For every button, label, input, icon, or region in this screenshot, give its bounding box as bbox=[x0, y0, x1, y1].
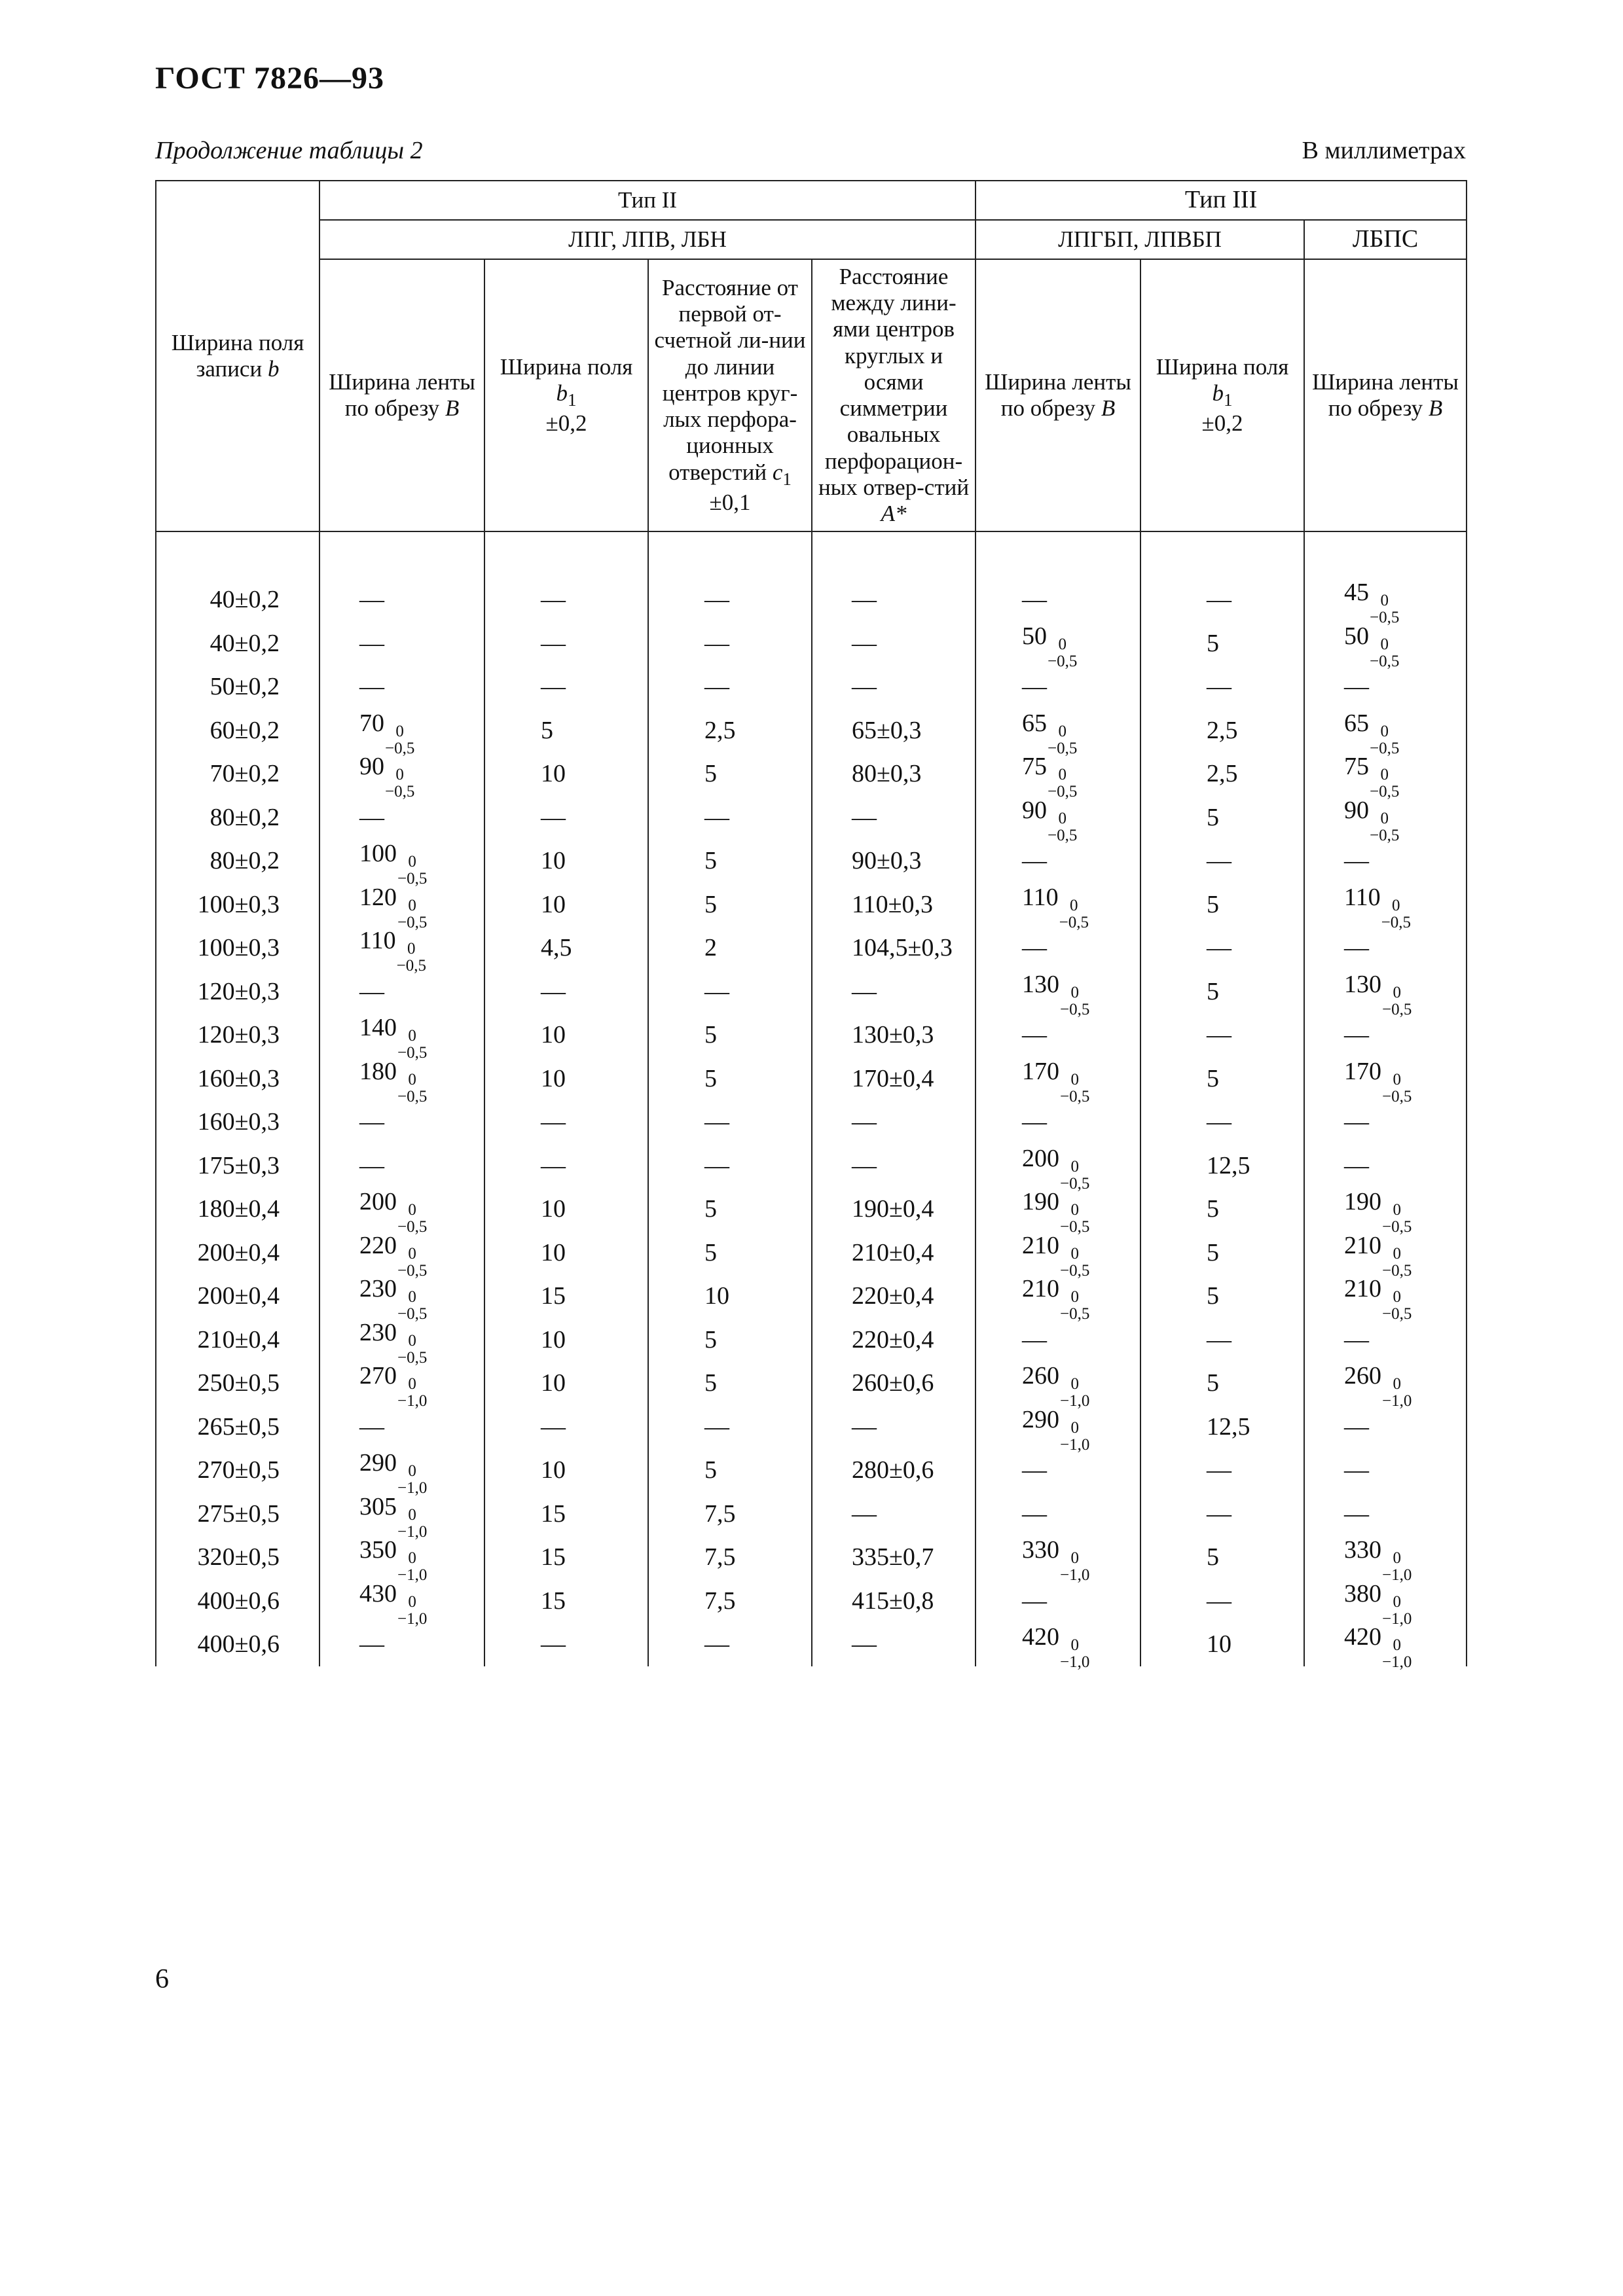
header-distance-a: Расстояние между лини-ями центров круглых и осями симметрии овальных перфорацион-ных отвер-стий A* bbox=[812, 259, 976, 531]
table-cell bbox=[1304, 796, 1467, 844]
table-cell: 10 bbox=[484, 883, 648, 927]
table-cell: — bbox=[976, 1579, 1140, 1623]
table-cell: — bbox=[1304, 1448, 1467, 1492]
table-cell: 320±0,5 bbox=[156, 1535, 319, 1579]
toleranced-value: 200 0 −0,5 bbox=[1022, 1144, 1090, 1193]
table-cell: — bbox=[319, 1144, 484, 1188]
table-cell: 5 bbox=[1140, 1057, 1304, 1101]
toleranced-value: 260 0 −1,0 bbox=[1344, 1362, 1412, 1410]
table-cell: — bbox=[976, 578, 1140, 622]
table-cell bbox=[1304, 709, 1467, 757]
table-cell: — bbox=[484, 1623, 648, 1666]
table-cell: — bbox=[812, 1623, 976, 1666]
table-cell: 110±0,3 bbox=[812, 883, 976, 927]
table-row bbox=[156, 1187, 1467, 1231]
table-cell: 70±0,2 bbox=[156, 752, 319, 796]
table-cell bbox=[319, 926, 484, 975]
toleranced-value: 430 0 −1,0 bbox=[359, 1579, 428, 1628]
toleranced-value: 210 0 −0,5 bbox=[1344, 1275, 1412, 1323]
table-cell: — bbox=[648, 796, 812, 840]
table-cell bbox=[319, 883, 484, 931]
table-cell: — bbox=[1140, 1318, 1304, 1362]
table-cell: — bbox=[484, 970, 648, 1014]
table-cell: 200±0,4 bbox=[156, 1274, 319, 1318]
table-cell: — bbox=[1304, 1318, 1467, 1362]
table-row bbox=[156, 665, 1467, 709]
table-spacer-row bbox=[156, 531, 1467, 578]
table-cell: 5 bbox=[648, 883, 812, 927]
table-cell: — bbox=[1140, 1100, 1304, 1144]
table-cell: 15 bbox=[484, 1274, 648, 1318]
table-cell: — bbox=[1304, 1100, 1467, 1144]
table-cell: 5 bbox=[1140, 970, 1304, 1014]
table-cell: 130±0,3 bbox=[812, 1013, 976, 1057]
table-cell: — bbox=[484, 1100, 648, 1144]
table-cell: — bbox=[1140, 578, 1304, 622]
table-cell: 5 bbox=[648, 1361, 812, 1405]
table-cell bbox=[1304, 1535, 1467, 1585]
toleranced-value: 50 0 −0,5 bbox=[1022, 622, 1078, 670]
table-cell: — bbox=[976, 839, 1140, 883]
table-cell: — bbox=[648, 1405, 812, 1449]
table-cell: 5 bbox=[484, 709, 648, 753]
table-cell: 170±0,4 bbox=[812, 1057, 976, 1101]
table-row bbox=[156, 1405, 1467, 1449]
toleranced-value: 210 0 −0,5 bbox=[1344, 1231, 1412, 1280]
table-cell: — bbox=[484, 796, 648, 840]
table-cell: — bbox=[976, 1013, 1140, 1057]
toleranced-value: 110 0 −0,5 bbox=[1344, 883, 1411, 931]
table-cell bbox=[1304, 1579, 1467, 1628]
toleranced-value: 45 0 −0,5 bbox=[1344, 579, 1400, 627]
table-cell bbox=[319, 1274, 484, 1323]
table-cell: 2,5 bbox=[648, 709, 812, 753]
table-cell: — bbox=[484, 665, 648, 709]
table-cell: 180±0,4 bbox=[156, 1187, 319, 1231]
table-row bbox=[156, 1274, 1467, 1318]
table-row bbox=[156, 796, 1467, 840]
table-row bbox=[156, 1623, 1467, 1666]
table-cell: — bbox=[1140, 1448, 1304, 1492]
table-cell bbox=[319, 1013, 484, 1062]
table-cell: 210±0,4 bbox=[812, 1231, 976, 1275]
table-cell: 10 bbox=[484, 839, 648, 883]
table-cell bbox=[1304, 970, 1467, 1018]
table-cell bbox=[976, 1623, 1140, 1672]
table-cell: — bbox=[976, 1448, 1140, 1492]
table-cell: — bbox=[812, 796, 976, 840]
toleranced-value: 350 0 −1,0 bbox=[359, 1536, 428, 1585]
toleranced-value: 210 0 −0,5 bbox=[1022, 1275, 1090, 1323]
table-cell: 120±0,3 bbox=[156, 970, 319, 1014]
table-cell bbox=[976, 970, 1140, 1018]
toleranced-value: 200 0 −0,5 bbox=[359, 1188, 428, 1236]
table-cell: 10 bbox=[484, 1013, 648, 1057]
toleranced-value: 270 0 −1,0 bbox=[359, 1362, 428, 1410]
table-cell: 335±0,7 bbox=[812, 1535, 976, 1579]
table-cell: 5 bbox=[648, 1057, 812, 1101]
table-cell: — bbox=[812, 1144, 976, 1188]
table-cell: 210±0,4 bbox=[156, 1318, 319, 1362]
table-cell: — bbox=[812, 1100, 976, 1144]
table-cell: — bbox=[648, 622, 812, 666]
toleranced-value: 110 0 −0,5 bbox=[1022, 883, 1089, 931]
toleranced-value: 110 0 −0,5 bbox=[359, 927, 426, 975]
table-cell: — bbox=[812, 970, 976, 1014]
table-cell bbox=[319, 752, 484, 801]
table-cell: — bbox=[319, 970, 484, 1014]
table-cell: — bbox=[976, 665, 1140, 709]
table-cell bbox=[1304, 622, 1467, 670]
table-cell: — bbox=[1304, 1492, 1467, 1536]
table-row bbox=[156, 1579, 1467, 1623]
table-cell: 2,5 bbox=[1140, 752, 1304, 796]
table-cell: 10 bbox=[484, 752, 648, 796]
table-cell: 5 bbox=[1140, 883, 1304, 927]
table-cell: 220±0,4 bbox=[812, 1318, 976, 1362]
table-cell: 12,5 bbox=[1140, 1144, 1304, 1188]
toleranced-value: 420 0 −1,0 bbox=[1022, 1623, 1090, 1672]
table-cell bbox=[976, 1535, 1140, 1585]
table-cell: 10 bbox=[484, 1318, 648, 1362]
table-cell: — bbox=[1140, 665, 1304, 709]
table-row bbox=[156, 1448, 1467, 1492]
toleranced-value: 75 0 −0,5 bbox=[1344, 753, 1400, 801]
table-cell bbox=[319, 1057, 484, 1105]
table-cell: 5 bbox=[1140, 1231, 1304, 1275]
table-cell bbox=[319, 1492, 484, 1541]
table-cell: — bbox=[1140, 839, 1304, 883]
table-row bbox=[156, 1492, 1467, 1536]
table-row bbox=[156, 709, 1467, 753]
table-cell: — bbox=[648, 578, 812, 622]
toleranced-value: 190 0 −0,5 bbox=[1344, 1188, 1412, 1236]
table-cell: — bbox=[812, 1492, 976, 1536]
table-row bbox=[156, 1144, 1467, 1188]
table-cell bbox=[976, 883, 1140, 931]
table-cell: 5 bbox=[648, 1448, 812, 1492]
table-cell: 5 bbox=[1140, 796, 1304, 840]
table-cell: 4,5 bbox=[484, 926, 648, 970]
table-cell: 265±0,5 bbox=[156, 1405, 319, 1449]
units-label: В миллиметрах bbox=[1302, 137, 1466, 164]
table-cell: 270±0,5 bbox=[156, 1448, 319, 1492]
table-cell: — bbox=[484, 622, 648, 666]
table-continuation-label: Продолжение таблицы 2 bbox=[155, 137, 423, 164]
toleranced-value: 170 0 −0,5 bbox=[1344, 1057, 1412, 1105]
table-cell: 280±0,6 bbox=[812, 1448, 976, 1492]
document-title: ГОСТ 7826—93 bbox=[155, 61, 384, 96]
header-type-iii: Тип III bbox=[976, 181, 1467, 220]
toleranced-value: 90 0 −0,5 bbox=[1022, 796, 1078, 844]
table-cell: 5 bbox=[1140, 1361, 1304, 1405]
table-cell: — bbox=[1140, 1492, 1304, 1536]
table-cell bbox=[319, 1448, 484, 1498]
toleranced-value: 210 0 −0,5 bbox=[1022, 1231, 1090, 1280]
table-cell: 2,5 bbox=[1140, 709, 1304, 753]
header-tape-width-type3: Ширина ленты по обрезу B bbox=[976, 259, 1140, 531]
table-cell: 80±0,2 bbox=[156, 796, 319, 840]
toleranced-value: 65 0 −0,5 bbox=[1022, 709, 1078, 757]
table-cell: — bbox=[976, 1318, 1140, 1362]
toleranced-value: 220 0 −0,5 bbox=[359, 1231, 428, 1280]
header-field-b1-type2: Ширина поля $b_1$ ±0,2 bbox=[484, 259, 648, 531]
table-cell bbox=[319, 1318, 484, 1367]
toleranced-value: 100 0 −0,5 bbox=[359, 840, 428, 888]
table-cell: — bbox=[484, 1144, 648, 1188]
table-cell: 100±0,3 bbox=[156, 926, 319, 970]
header-field-width: Ширина поля записи b bbox=[156, 181, 319, 531]
table-cell: — bbox=[976, 1492, 1140, 1536]
table-cell: — bbox=[1304, 665, 1467, 709]
toleranced-value: 50 0 −0,5 bbox=[1344, 622, 1400, 670]
table-row bbox=[156, 1057, 1467, 1101]
table-cell: — bbox=[812, 622, 976, 666]
toleranced-value: 130 0 −0,5 bbox=[1022, 970, 1090, 1018]
table-cell: 400±0,6 bbox=[156, 1623, 319, 1666]
table-cell: 7,5 bbox=[648, 1579, 812, 1623]
table-cell: 7,5 bbox=[648, 1492, 812, 1536]
table-cell: — bbox=[319, 1100, 484, 1144]
table-cell bbox=[319, 1361, 484, 1410]
table-cell: 415±0,8 bbox=[812, 1579, 976, 1623]
table-cell bbox=[319, 1579, 484, 1628]
table-cell: 10 bbox=[484, 1361, 648, 1405]
table-cell bbox=[319, 839, 484, 888]
table-cell: — bbox=[319, 1405, 484, 1449]
table-cell: 260±0,6 bbox=[812, 1361, 976, 1405]
table-cell: 100±0,3 bbox=[156, 883, 319, 927]
toleranced-value: 230 0 −0,5 bbox=[359, 1318, 428, 1367]
table-cell: 5 bbox=[648, 839, 812, 883]
table-cell bbox=[976, 796, 1140, 844]
header-distance-c1: Расстояние от первой от-счетной ли-нии до линии центров круг-лых перфора-ционных отверстий $c_1$ ±0,1 bbox=[648, 259, 812, 531]
table-cell: 15 bbox=[484, 1579, 648, 1623]
table-cell: — bbox=[812, 665, 976, 709]
table-row bbox=[156, 970, 1467, 1014]
table-cell: — bbox=[648, 1100, 812, 1144]
table-row bbox=[156, 883, 1467, 927]
table-cell: 160±0,3 bbox=[156, 1100, 319, 1144]
table-row bbox=[156, 752, 1467, 796]
toleranced-value: 120 0 −0,5 bbox=[359, 883, 428, 931]
table-row bbox=[156, 1535, 1467, 1579]
table-cell: — bbox=[1304, 926, 1467, 970]
toleranced-value: 190 0 −0,5 bbox=[1022, 1188, 1090, 1236]
toleranced-value: 65 0 −0,5 bbox=[1344, 709, 1400, 757]
table-cell: 200±0,4 bbox=[156, 1231, 319, 1275]
toleranced-value: 140 0 −0,5 bbox=[359, 1014, 428, 1062]
table-cell: — bbox=[1140, 1013, 1304, 1057]
toleranced-value: 75 0 −0,5 bbox=[1022, 753, 1078, 801]
header-group-lpg: ЛПГ, ЛПВ, ЛБН bbox=[319, 220, 976, 259]
toleranced-value: 90 0 −0,5 bbox=[359, 753, 415, 801]
table-cell: 15 bbox=[484, 1535, 648, 1579]
table-cell: — bbox=[319, 1623, 484, 1666]
table-cell: — bbox=[648, 1144, 812, 1188]
toleranced-value: 290 0 −1,0 bbox=[1022, 1405, 1090, 1454]
table-cell: 5 bbox=[1140, 622, 1304, 666]
table-row bbox=[156, 1013, 1467, 1057]
table-cell: — bbox=[1304, 1405, 1467, 1449]
table-cell: 5 bbox=[1140, 1187, 1304, 1231]
table-cell: — bbox=[648, 1623, 812, 1666]
table-cell: 5 bbox=[1140, 1274, 1304, 1318]
table-cell: — bbox=[319, 665, 484, 709]
table-cell: 104,5±0,3 bbox=[812, 926, 976, 970]
table-cell: — bbox=[484, 578, 648, 622]
table-row bbox=[156, 1318, 1467, 1362]
table-cell: 12,5 bbox=[1140, 1405, 1304, 1449]
table-cell: 10 bbox=[1140, 1623, 1304, 1666]
table-cell: 15 bbox=[484, 1492, 648, 1536]
table-cell: 250±0,5 bbox=[156, 1361, 319, 1405]
table-cell: 5 bbox=[648, 1231, 812, 1275]
table-cell: — bbox=[1304, 1144, 1467, 1188]
table-row bbox=[156, 1361, 1467, 1405]
toleranced-value: 290 0 −1,0 bbox=[359, 1449, 428, 1498]
toleranced-value: 330 0 −1,0 bbox=[1022, 1536, 1090, 1585]
table-cell bbox=[319, 1231, 484, 1280]
table-cell bbox=[319, 1187, 484, 1236]
table-cell: — bbox=[812, 1405, 976, 1449]
table-cell: 60±0,2 bbox=[156, 709, 319, 753]
header-field-b1-type3: Ширина поля $b_1$ ±0,2 bbox=[1140, 259, 1304, 531]
table-cell: 40±0,2 bbox=[156, 578, 319, 622]
toleranced-value: 260 0 −1,0 bbox=[1022, 1362, 1090, 1410]
table-cell: 5 bbox=[648, 1318, 812, 1362]
table-cell: 80±0,2 bbox=[156, 839, 319, 883]
table-cell: 175±0,3 bbox=[156, 1144, 319, 1188]
toleranced-value: 420 0 −1,0 bbox=[1344, 1623, 1412, 1672]
table-cell: — bbox=[319, 796, 484, 840]
table-cell: 7,5 bbox=[648, 1535, 812, 1579]
table-cell bbox=[976, 1361, 1140, 1410]
toleranced-value: 305 0 −1,0 bbox=[359, 1492, 428, 1541]
header-group-lbps: ЛБПС bbox=[1304, 220, 1467, 259]
table-cell bbox=[976, 1187, 1140, 1236]
table-cell bbox=[1304, 1231, 1467, 1280]
table-cell bbox=[976, 622, 1140, 670]
table-cell bbox=[319, 1535, 484, 1585]
table-cell bbox=[976, 1274, 1140, 1323]
dimensions-table bbox=[155, 180, 1467, 1672]
table-cell: — bbox=[1304, 839, 1467, 883]
table-cell: — bbox=[319, 578, 484, 622]
table-cell: — bbox=[1304, 1013, 1467, 1057]
table-cell bbox=[976, 709, 1140, 757]
table-cell: — bbox=[976, 926, 1140, 970]
table-cell: 275±0,5 bbox=[156, 1492, 319, 1536]
table-cell bbox=[1304, 883, 1467, 931]
table-cell bbox=[976, 1405, 1140, 1454]
table-cell bbox=[1304, 752, 1467, 801]
table-cell: 10 bbox=[484, 1231, 648, 1275]
table-cell: 5 bbox=[648, 1013, 812, 1057]
table-cell: 90±0,3 bbox=[812, 839, 976, 883]
table-cell: 10 bbox=[484, 1057, 648, 1101]
table-cell: — bbox=[648, 970, 812, 1014]
table-cell: 120±0,3 bbox=[156, 1013, 319, 1057]
table-cell bbox=[1304, 1361, 1467, 1410]
header-tape-width-type2: Ширина ленты по обрезу B bbox=[319, 259, 484, 531]
table-row bbox=[156, 1231, 1467, 1275]
table-cell: — bbox=[648, 665, 812, 709]
toleranced-value: 180 0 −0,5 bbox=[359, 1057, 428, 1105]
toleranced-value: 130 0 −0,5 bbox=[1344, 970, 1412, 1018]
table-cell bbox=[1304, 1274, 1467, 1323]
table-cell: — bbox=[1140, 926, 1304, 970]
table-row bbox=[156, 578, 1467, 622]
table-row bbox=[156, 622, 1467, 666]
table-cell: — bbox=[812, 578, 976, 622]
table-cell: 400±0,6 bbox=[156, 1579, 319, 1623]
table-cell: — bbox=[484, 1405, 648, 1449]
toleranced-value: 330 0 −1,0 bbox=[1344, 1536, 1412, 1585]
table-cell: 190±0,4 bbox=[812, 1187, 976, 1231]
table-cell: 40±0,2 bbox=[156, 622, 319, 666]
table-cell: 50±0,2 bbox=[156, 665, 319, 709]
header-group-lpgbp: ЛПГБП, ЛПВБП bbox=[976, 220, 1304, 259]
table-cell bbox=[1304, 1623, 1467, 1672]
toleranced-value: 380 0 −1,0 bbox=[1344, 1579, 1412, 1628]
table-cell: 10 bbox=[484, 1187, 648, 1231]
table-cell bbox=[1304, 1057, 1467, 1105]
table-cell: 10 bbox=[648, 1274, 812, 1318]
toleranced-value: 70 0 −0,5 bbox=[359, 709, 415, 757]
table-cell: 65±0,3 bbox=[812, 709, 976, 753]
table-cell: 5 bbox=[1140, 1535, 1304, 1579]
table-cell bbox=[319, 709, 484, 757]
table-cell bbox=[976, 1231, 1140, 1280]
table-cell: — bbox=[1140, 1579, 1304, 1623]
table-cell: 80±0,3 bbox=[812, 752, 976, 796]
table-cell: 10 bbox=[484, 1448, 648, 1492]
table-cell bbox=[976, 1144, 1140, 1193]
table-cell: — bbox=[976, 1100, 1140, 1144]
table-cell bbox=[1304, 578, 1467, 627]
table-row bbox=[156, 1100, 1467, 1144]
table-cell: 160±0,3 bbox=[156, 1057, 319, 1101]
table-row bbox=[156, 926, 1467, 970]
table-cell bbox=[1304, 1187, 1467, 1236]
table-cell: 5 bbox=[648, 752, 812, 796]
table-cell: — bbox=[319, 622, 484, 666]
table-cell bbox=[976, 1057, 1140, 1105]
table-body bbox=[156, 531, 1467, 1672]
table-cell: 2 bbox=[648, 926, 812, 970]
table-cell: 220±0,4 bbox=[812, 1274, 976, 1318]
table-row bbox=[156, 839, 1467, 883]
toleranced-value: 90 0 −0,5 bbox=[1344, 796, 1400, 844]
page-number: 6 bbox=[155, 1964, 169, 1994]
table-cell bbox=[976, 752, 1140, 801]
toleranced-value: 170 0 −0,5 bbox=[1022, 1057, 1090, 1105]
toleranced-value: 230 0 −0,5 bbox=[359, 1275, 428, 1323]
header-tape-width-lbps: Ширина ленты по обрезу B bbox=[1304, 259, 1467, 531]
table-cell: 5 bbox=[648, 1187, 812, 1231]
header-type-ii: Тип II bbox=[319, 181, 976, 220]
